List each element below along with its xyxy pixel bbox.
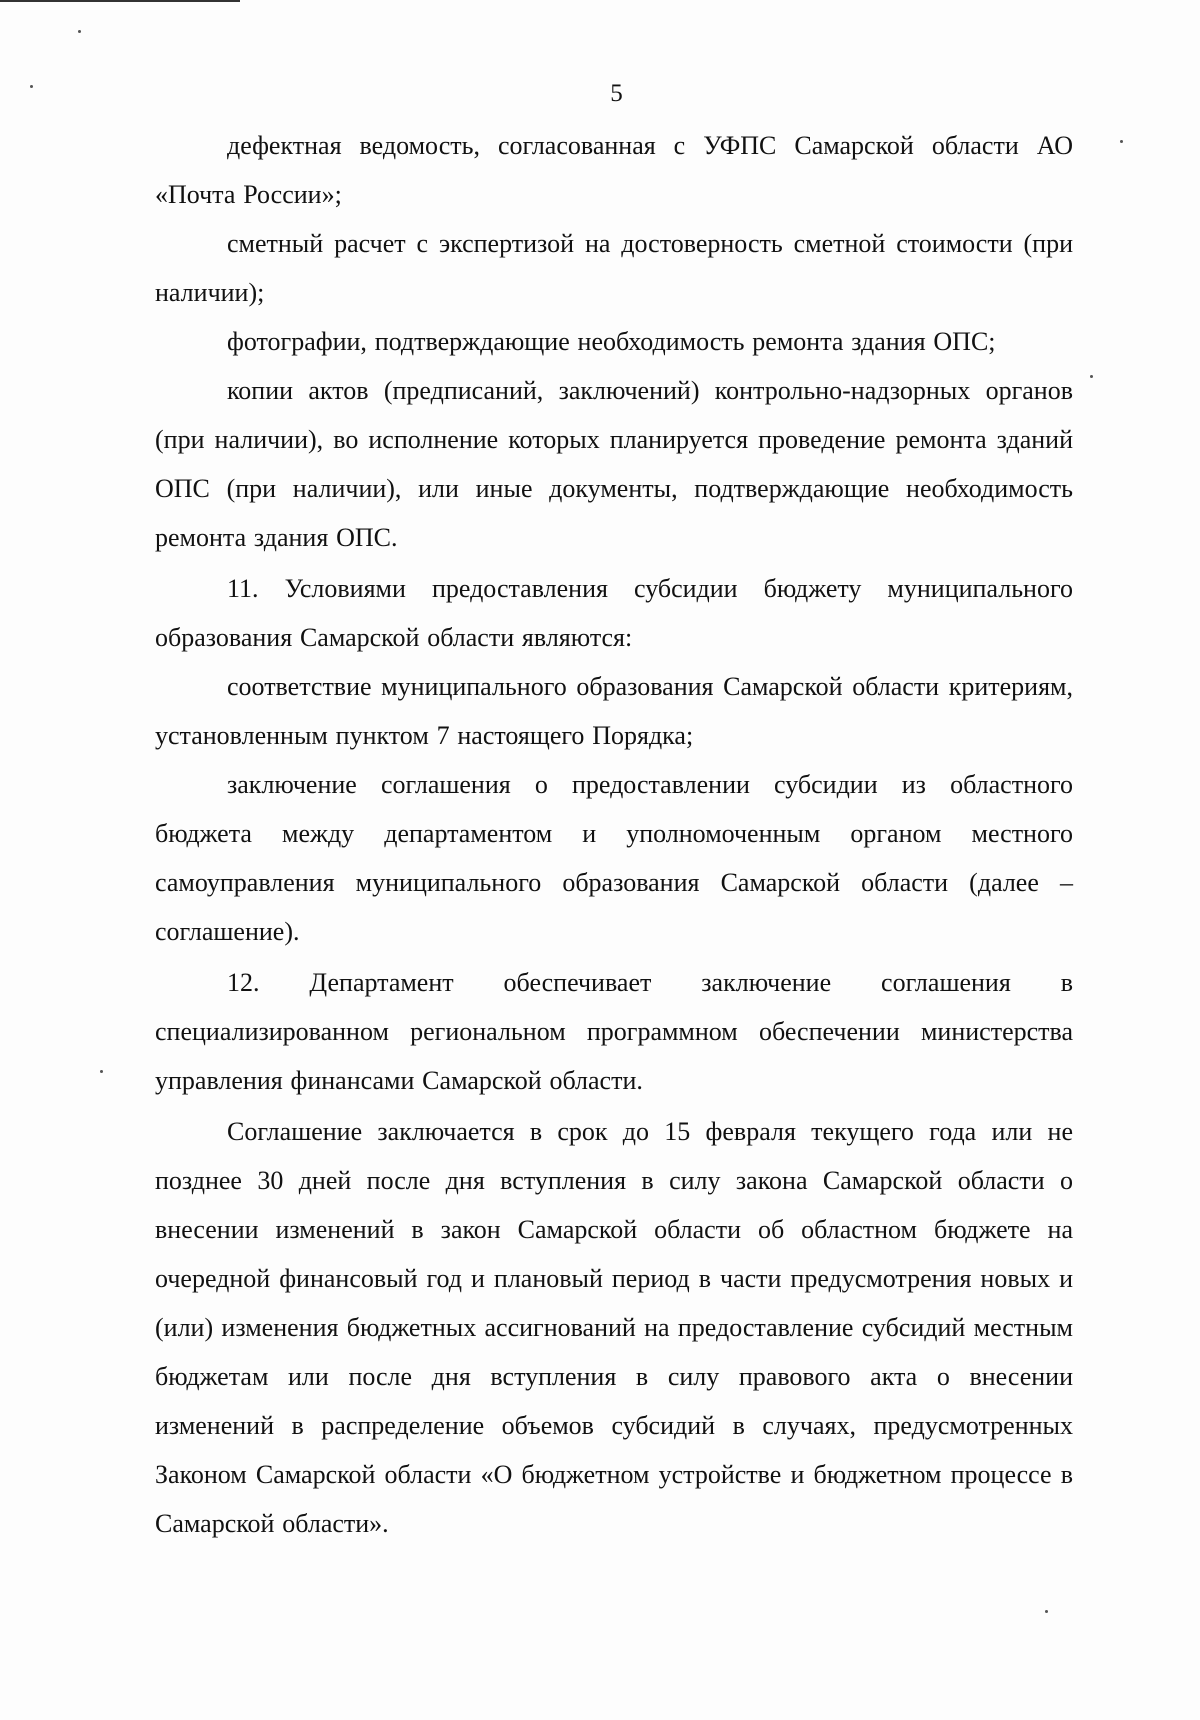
paragraph-item-11: 11. Условиями предоставления субсидии бюджету муниципального образования Самарской области являются:	[155, 574, 1073, 652]
paragraph-defect-statement: дефектная ведомость, согласованная с УФПС Самарской области АО «Почта России»;	[155, 131, 1073, 209]
paragraph-criteria: соответствие муниципального образования Самарской области критериям, установленным пунктом 7 настоящего Порядка;	[155, 672, 1073, 750]
scan-speck	[1045, 1610, 1048, 1613]
scan-speck	[1090, 375, 1093, 378]
scan-speck	[78, 30, 81, 33]
scan-speck	[100, 1070, 103, 1073]
paragraph-inspection-acts: копии актов (предписаний, заключений) контрольно-надзорных органов (при наличии), во исполнение которых планируется проведение ремонта зданий ОПС (при наличии), или иные документы, подтверждающие необходимость ремонта здания ОПС.	[155, 376, 1073, 552]
paragraph-estimate: сметный расчет с экспертизой на достоверность сметной стоимости (при наличии);	[155, 229, 1073, 307]
paragraph-photos: фотографии, подтверждающие необходимость ремонта здания ОПС;	[227, 327, 996, 356]
paragraph-agreement: заключение соглашения о предоставлении субсидии из областного бюджета между департаментом и уполномоченным органом местного самоуправления муниципального образования Самарской области (далее – соглашение).	[155, 770, 1073, 946]
document-body	[155, 121, 1073, 1548]
scan-edge-line	[0, 0, 240, 2]
scan-speck	[1120, 140, 1123, 143]
page-number: 5	[610, 80, 623, 107]
paragraph-item-12: 12. Департамент обеспечивает заключение соглашения в специализированном региональном программном обеспечении министерства управления финансами Самарской области.	[155, 968, 1073, 1095]
paragraph-agreement-deadline: Соглашение заключается в срок до 15 февраля текущего года или не позднее 30 дней после дня вступления в силу закона Самарской области о внесении изменений в закон Самарской области об областном бюджете на очередной финансовый год и плановый период в части предусмотрения новых и (или) изменения бюджетных ассигнований на предоставление субсидий местным бюджетам или после дня вступления в силу правового акта о внесении изменений в распределение объемов субсидий в случаях, предусмотренных Законом Самарской области «О бюджетном устройстве и бюджетном процессе в Самарской области».	[155, 1117, 1073, 1538]
